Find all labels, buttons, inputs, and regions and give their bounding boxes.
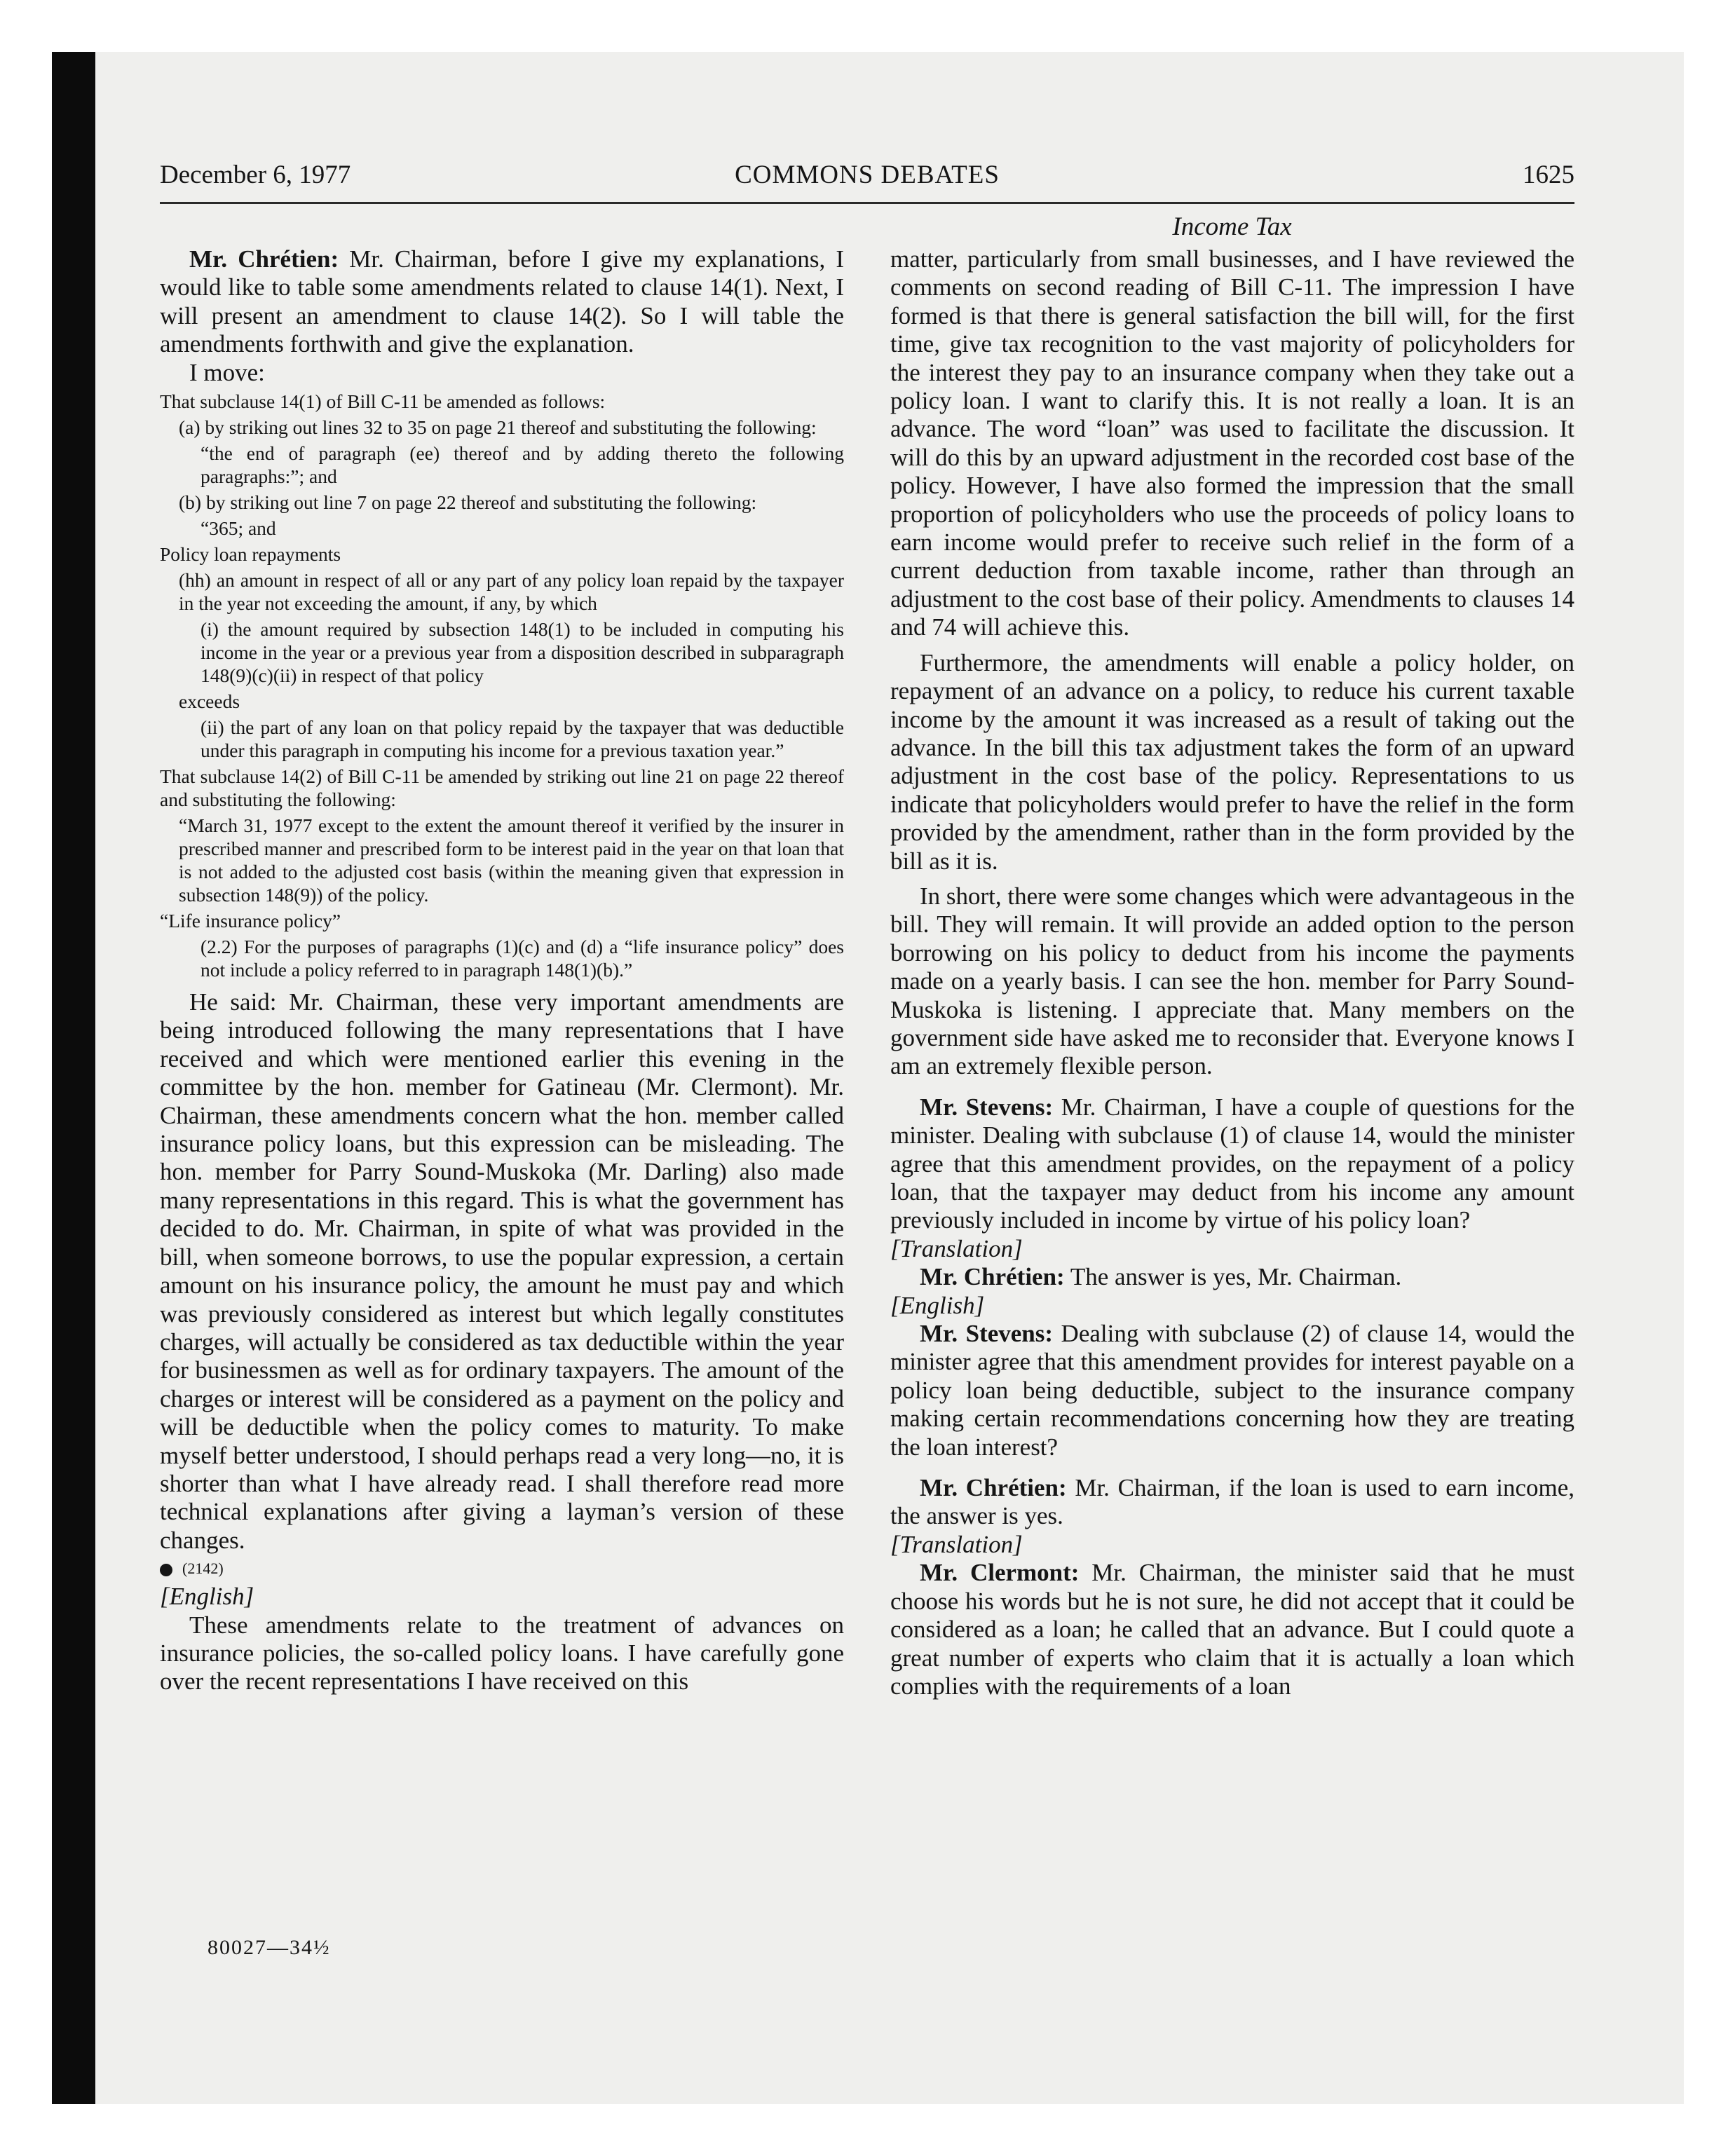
- header-date: December 6, 1977: [160, 161, 351, 189]
- speaker-name: Mr. Stevens:: [920, 1093, 1054, 1121]
- right-column: [890, 245, 1574, 1700]
- speech-text: Dealing with subclause (2) of clause 14, would the minister agree that this amendment provides for interest payable on a policy loan being deductible, subject to the insurance company making certain recommendations concerning how they are treating the loan interest?: [890, 1320, 1575, 1461]
- motion-line: (a) by striking out lines 32 to 35 on page 21 thereof and substituting the following:: [179, 416, 817, 439]
- language-tag: [Translation]: [890, 1234, 1023, 1262]
- chretien-answer-1: [890, 1263, 1574, 1291]
- stevens-question-2: [890, 1320, 1574, 1461]
- he-said-paragraph: He said: Mr. Chairman, these very important amendments are being introduced following the many representations that I have received and which were mentioned earlier this evening in the committee by the hon. member for Gatineau (Mr. Clermont). Mr. Chairman, these amendments concern what the hon. member called insurance policy loans, but this expression can be misleading. The hon. member for Parry Sound-Muskoka (Mr. Darling) also made many representations in this regard. This is what the government has decided to do. Mr. Chairman, in spite of what was provided in the bill, when someone borrows, to use the popular expression, a certain amount on his insurance policy, the amount he must pay and which was previously considered as interest but which legally constitutes charges, will actually be considered as tax deductible within the year for businessmen as well as for ordinary taxpayers. The amount of the charges or interest will be considered as a payment on the policy and will be deductible when the policy comes to maturity. To make myself better understood, I should perhaps read a very long—no, it is shorter than what I have already read. I shall therefore read more technical explanations after giving a layman’s version of these changes.: [160, 988, 844, 1554]
- speech-text: Mr. Chairman, before I give my explanations, I would like to table some amendments related to clause 14(1). Next, I will present an amendment to clause 14(2). So I will table the amendments forthwith and give the explanation.: [160, 245, 845, 358]
- motion-line: “March 31, 1977 except to the extent the amount thereof it verified by the insurer in prescribed manner and prescribed form to be interest paid in the year on that loan that is not added to the adjusted cost basis (within the meaning given that expression in subsection 148(9)) of the policy.: [179, 814, 844, 906]
- time-marker: [160, 1555, 844, 1583]
- page-header: [160, 160, 1574, 204]
- language-tag: [English]: [160, 1583, 254, 1611]
- language-tag: [Translation]: [890, 1530, 1023, 1558]
- motion-line: “365; and: [200, 517, 276, 540]
- scan-binding-edge: [52, 52, 95, 2104]
- stevens-question-1: [890, 1093, 1574, 1235]
- amendments-paragraph: These amendments relate to the treatment of advances on insurance policies, the so-called policy loans. I have carefully gone over the recent representations I have received on this: [160, 1611, 844, 1696]
- left-column: [160, 245, 844, 1696]
- speaker-name: Mr. Chrétien:: [189, 245, 339, 273]
- time-marker-text: (2142): [182, 1560, 224, 1578]
- speech-text: Mr. Chairman, the minister said that he must choose his words but he is not sure, he did not accept that it could be considered as a loan; he called that an advance. But I could quote a great number of experts who claim that it is actually a loan which complies with the requirements of a loan: [890, 1559, 1574, 1700]
- motion-line: (b) by striking out line 7 on page 22 thereof and substituting the following:: [179, 491, 757, 514]
- printer-code: 80027—34½: [207, 1936, 331, 1959]
- motion-line: exceeds: [179, 690, 240, 713]
- speaker-name: Mr. Chrétien:: [920, 1263, 1065, 1291]
- motion-line: (ii) the part of any loan on that policy repaid by the taxpayer that was deductible under this paragraph in computing his income for a previous taxation year.”: [200, 716, 844, 762]
- furthermore-paragraph: Furthermore, the amendments will enable a policy holder, on repayment of an advance on a policy, to reduce his current taxable income by the amount it was increased as a result of taking out the advance. In the bill this tax adjustment takes the form of an upward adjustment in the cost base of the policy. Representations to us indicate that policyholders would prefer to have the relief in the form provided by the amendment, rather than in the form provided by the bill as it is.: [890, 648, 1574, 875]
- speaker-name: Mr. Clermont:: [920, 1559, 1080, 1587]
- motion-line: Policy loan repayments: [160, 543, 341, 566]
- publication-title: COMMONS DEBATES: [735, 161, 1000, 189]
- motion-text: [160, 390, 844, 981]
- motion-line: (hh) an amount in respect of all or any part of any policy loan repaid by the taxpayer in the year not exceeding the amount, if any, by which: [179, 569, 844, 615]
- clermont-speech: [890, 1559, 1574, 1700]
- chretien-speech: [160, 245, 844, 359]
- subject-heading: Income Tax: [1172, 212, 1292, 241]
- speech-text: Mr. Chairman, I have a couple of questions for the minister. Dealing with subclause (1) of clause 14, would the minister agree that this amendment provides, on the repayment of a policy loan, that the taxpayer may deduct from his income any amount previously included in income by virtue of his policy loan?: [890, 1093, 1574, 1234]
- motion-line: That subclause 14(1) of Bill C-11 be amended as follows:: [160, 390, 606, 413]
- bullet-icon: [160, 1564, 172, 1576]
- motion-line: (i) the amount required by subsection 148(1) to be included in computing his income in the year or a previous year from a disposition described in subparagraph 148(9)(c)(ii) in respect of that policy: [200, 618, 844, 687]
- language-tag: [English]: [890, 1291, 985, 1319]
- speech-text: The answer is yes, Mr. Chairman.: [1070, 1263, 1402, 1291]
- speaker-name: Mr. Chrétien:: [920, 1474, 1067, 1502]
- motion-line: That subclause 14(2) of Bill C-11 be amended by striking out line 21 on page 22 thereof and substituting the following:: [160, 765, 844, 811]
- motion-line: “Life insurance policy”: [160, 910, 341, 932]
- speech-text: Mr. Chairman, if the loan is used to earn income, the answer is yes.: [890, 1474, 1574, 1530]
- continuation-paragraph: matter, particularly from small businesses, and I have reviewed the comments on second reading of Bill C-11. The impression I have formed is that there is general satisfaction the bill will, for the first time, give tax recognition to the vast majority of policyholders for the interest they pay to an insurance company when they take out a policy loan. I want to clarify this. It is not really a loan. It is an advance. The word “loan” was used to facilitate the discussion. It will do this by an upward adjustment in the recorded cost base of the policy. However, I have also formed the impression that the small proportion of policyholders who use the proceeds of policy loans to earn income would prefer to receive such relief in the form of a current deduction from taxable income, rather than through an adjustment to the cost base of their policy. Amendments to clauses 14 and 74 will achieve this.: [890, 245, 1574, 641]
- speaker-name: Mr. Stevens:: [920, 1320, 1054, 1348]
- motion-line: “the end of paragraph (ee) thereof and by adding thereto the following paragraphs:”; and: [200, 442, 844, 488]
- i-move: I move:: [189, 358, 265, 386]
- motion-line: (2.2) For the purposes of paragraphs (1)(c) and (d) a “life insurance policy” does not include a policy referred to in paragraph 148(1)(b).”: [200, 936, 844, 981]
- page-number: 1625: [1523, 161, 1574, 189]
- chretien-answer-2: [890, 1474, 1574, 1531]
- in-short-paragraph: In short, there were some changes which were advantageous in the bill. They will remain. It will provide an added option to the person borrowing on his policy to deduct from his income the payments made on a yearly basis. I can see the hon. member for Parry Sound-Muskoka is listening. I appreciate that. Many members on the government side have asked me to reconsider that. Everyone knows I am an extremely flexible person.: [890, 882, 1574, 1080]
